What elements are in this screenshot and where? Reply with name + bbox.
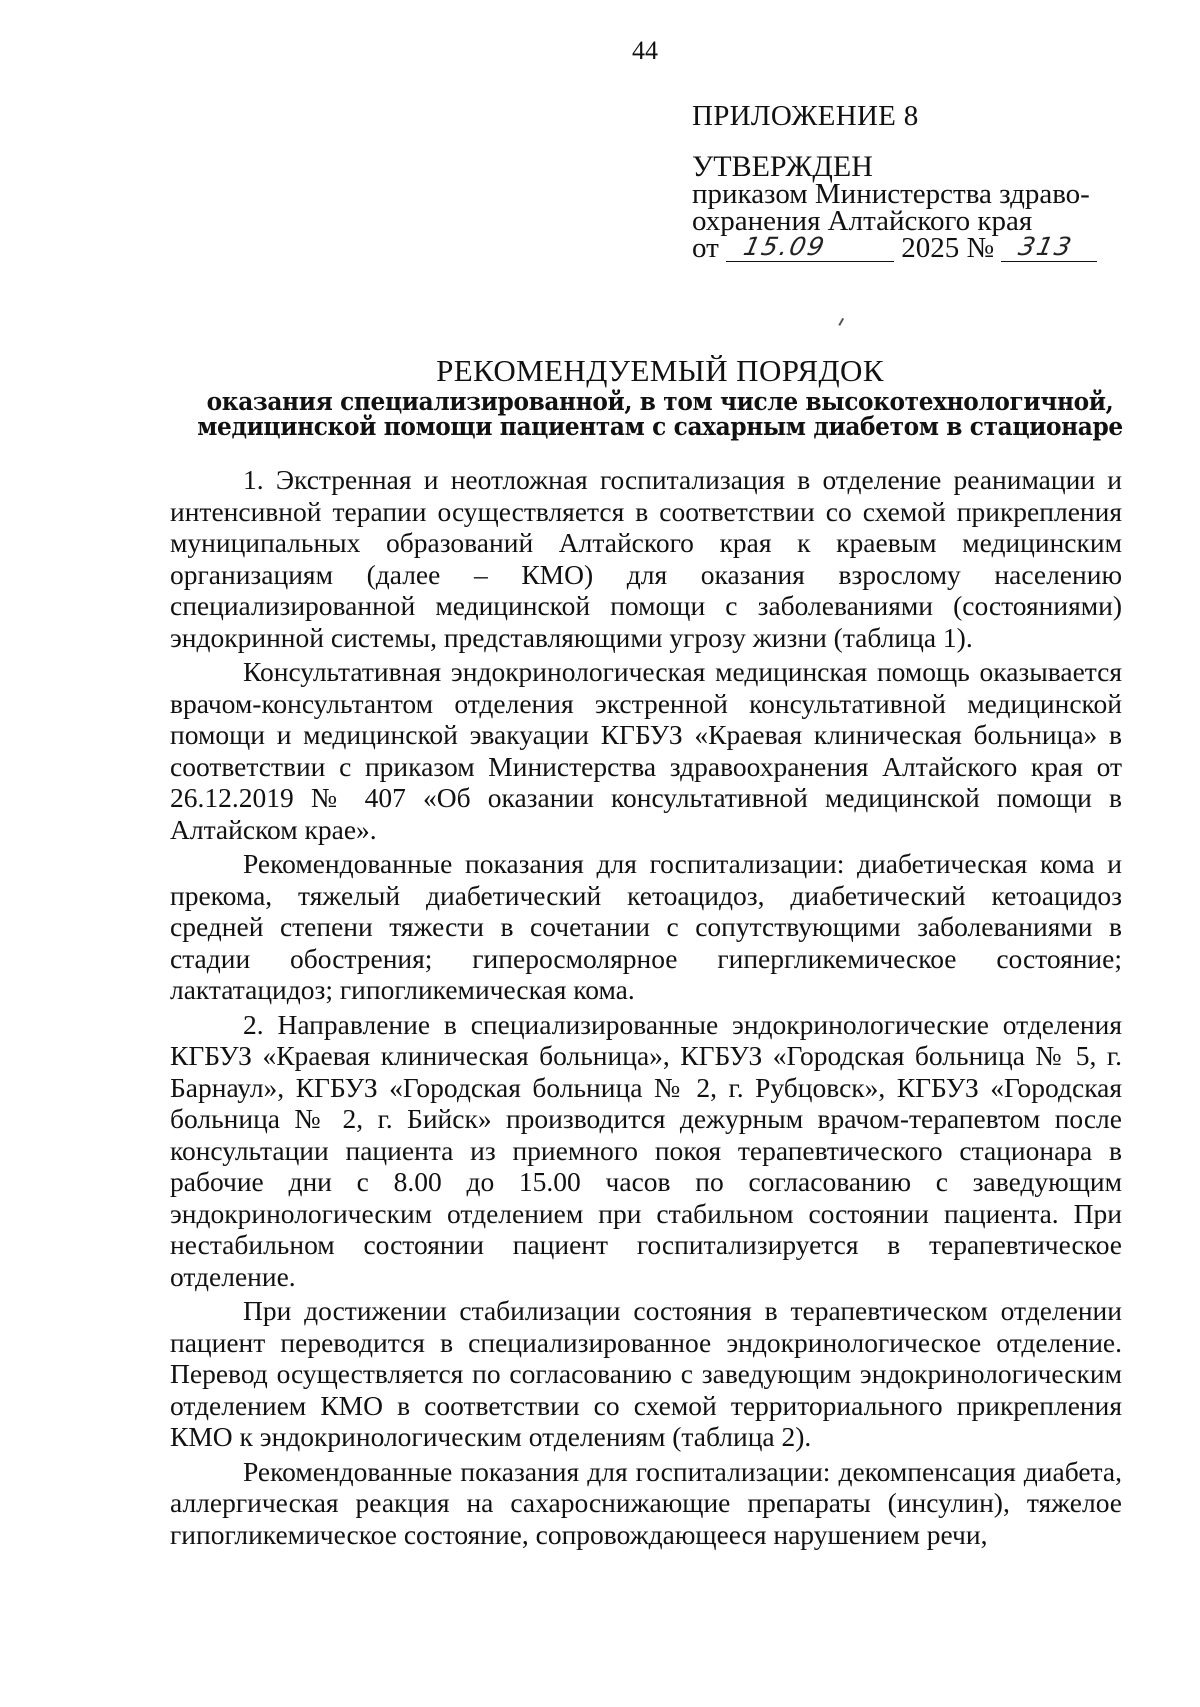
paragraph: При достижении стабилизации состояния в терапевтическом отделении пациент переводится в специализированное эндокринологическое отделение. Перевод осуществляется по согласованию с заведующим эндокринологическим отделением КМО в соответствии со схемой территориального прикрепления КМО к эндокринологическим отделениям (таблица 2). bbox=[170, 1295, 1122, 1452]
page-number: 44 bbox=[632, 36, 658, 65]
document-title: РЕКОМЕНДУЕМЫЙ ПОРЯДОК bbox=[436, 353, 884, 388]
approval-date-line bbox=[692, 232, 1112, 264]
document-subtitle: оказания специализированной, в том числе высокотехнологичной, медицинской помощи пациентам с сахарным диабетом в стационаре bbox=[197, 387, 1123, 441]
document-body bbox=[170, 464, 1122, 1553]
appendix-label: ПРИЛОЖЕНИЕ 8 bbox=[692, 100, 919, 132]
paragraph: Консультативная эндокринологическая медицинская помощь оказывается врачом-консультантом отделения экстренной консультативной медицинской помощи и медицинской эвакуации КГБУЗ «Краевая клиническая больница» в соответствии с приказом Министерства здравоохранения Алтайского края от 26.12.2019 № 407 «Об оказании консультативной медицинской помощи в Алтайском крае». bbox=[170, 656, 1122, 845]
paragraph: Рекомендованные показания для госпитализации: декомпенсация диабета, аллергическая реакция на сахароснижающие препараты (инсулин), тяжелое гипогликемическое состояние, сопровождающееся нарушением речи, bbox=[170, 1455, 1122, 1550]
number-blank bbox=[1001, 232, 1097, 262]
title-block bbox=[160, 353, 1160, 439]
scan-speck bbox=[838, 318, 843, 326]
approval-stamp bbox=[692, 150, 1112, 264]
from-label: от bbox=[692, 232, 719, 264]
paragraph: 1. Экстренная и неотложная госпитализация в отделение реанимации и интенсивной терапии осуществляется в соответствии со схемой прикрепления муниципальных образований Алтайского края к краевым медицинским организациям (далее – КМО) для оказания взрослому населению специализированной медицинской помощи с заболеваниями (состояниями) эндокринной системы, представляющими угрозу жизни (таблица 1). bbox=[170, 464, 1122, 653]
handwritten-date: 15.09 bbox=[740, 232, 829, 261]
approval-line-1: приказом Министерства здраво- bbox=[692, 178, 1090, 210]
paragraph: 2. Направление в специализированные эндокринологические отделения КГБУЗ «Краевая клиническая больница», КГБУЗ «Городская больница № 5, г. Барнаул», КГБУЗ «Городская больница № 2, г. Рубцовск», КГБУЗ «Городская больница № 2, г. Бийск» производится дежурным врачом-терапевтом после консультации пациента из приемного покоя терапевтического стационара в рабочие дни с 8.00 до 15.00 часов по согласованию с заведующим эндокринологическим отделением при стабильном состоянии пациента. При нестабильном состоянии пациент госпитализируется в терапевтическое отделение. bbox=[170, 1008, 1122, 1292]
approval-line-2: охранения Алтайского края bbox=[692, 205, 1033, 237]
paragraph: Рекомендованные показания для госпитализации: диабетическая кома и прекома, тяжелый диабетический кетоацидоз, диабетический кетоацидоз средней степени тяжести в сочетании с сопутствующими заболеваниями в стадии обострения; гиперосмолярное гипергликемическое состояние; лактатацидоз; гипогликемическая кома. bbox=[170, 848, 1122, 1005]
date-blank bbox=[726, 232, 894, 262]
year-label: 2025 № bbox=[901, 232, 995, 264]
approved-label: УТВЕРЖДЕН bbox=[692, 150, 873, 183]
handwritten-number: 313 bbox=[1016, 232, 1077, 261]
